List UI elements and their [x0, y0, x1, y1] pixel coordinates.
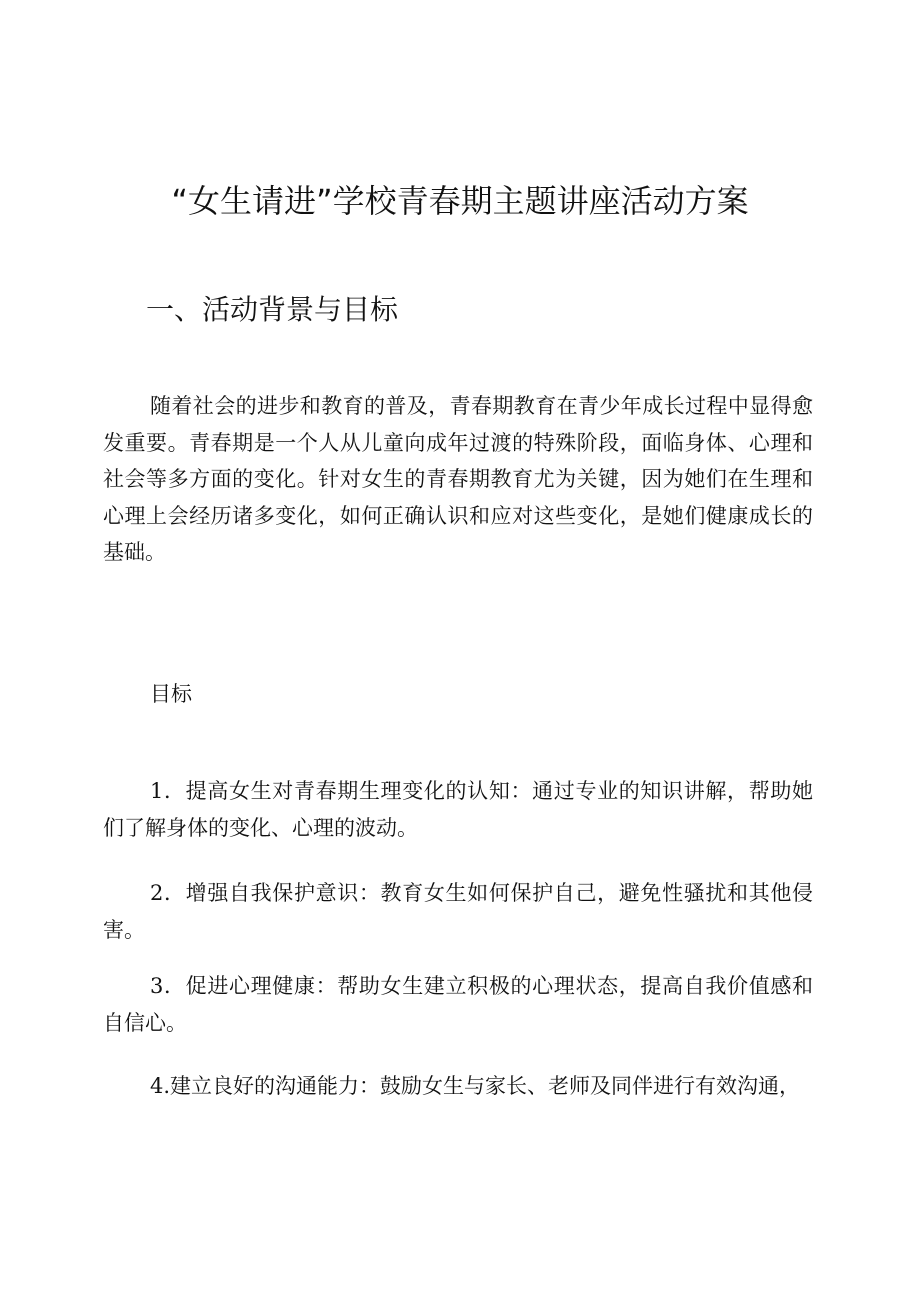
goal-item-2: 2．增强自我保护意识：教育女生如何保护自己，避免性骚扰和其他侵害。	[103, 881, 813, 942]
goals-label: 目标	[150, 682, 192, 706]
background-paragraph: 随着社会的进步和教育的普及，青春期教育在青少年成长过程中显得愈发重要。青春期是一个人从儿童向成年过渡的特殊阶段，面临身体、心理和社会等多方面的变化。针对女生的青春期教育尤为关键，因为她们在生理和心理上会经历诸多变化，如何正确认识和应对这些变化，是她们健康成长的基础。	[103, 394, 813, 564]
section-heading: 一、活动背景与目标	[146, 293, 399, 326]
document-title: “女生请进”学校青春期主题讲座活动方案	[171, 182, 749, 220]
goal-item-4: 4.建立良好的沟通能力：鼓励女生与家长、老师及同伴进行有效沟通，	[150, 1074, 801, 1098]
goal-item-3: 3．促进心理健康：帮助女生建立积极的心理状态，提高自我价值感和自信心。	[103, 974, 813, 1035]
goal-item-1: 1．提高女生对青春期生理变化的认知：通过专业的知识讲解，帮助她们了解身体的变化、心理的波动。	[103, 779, 813, 840]
